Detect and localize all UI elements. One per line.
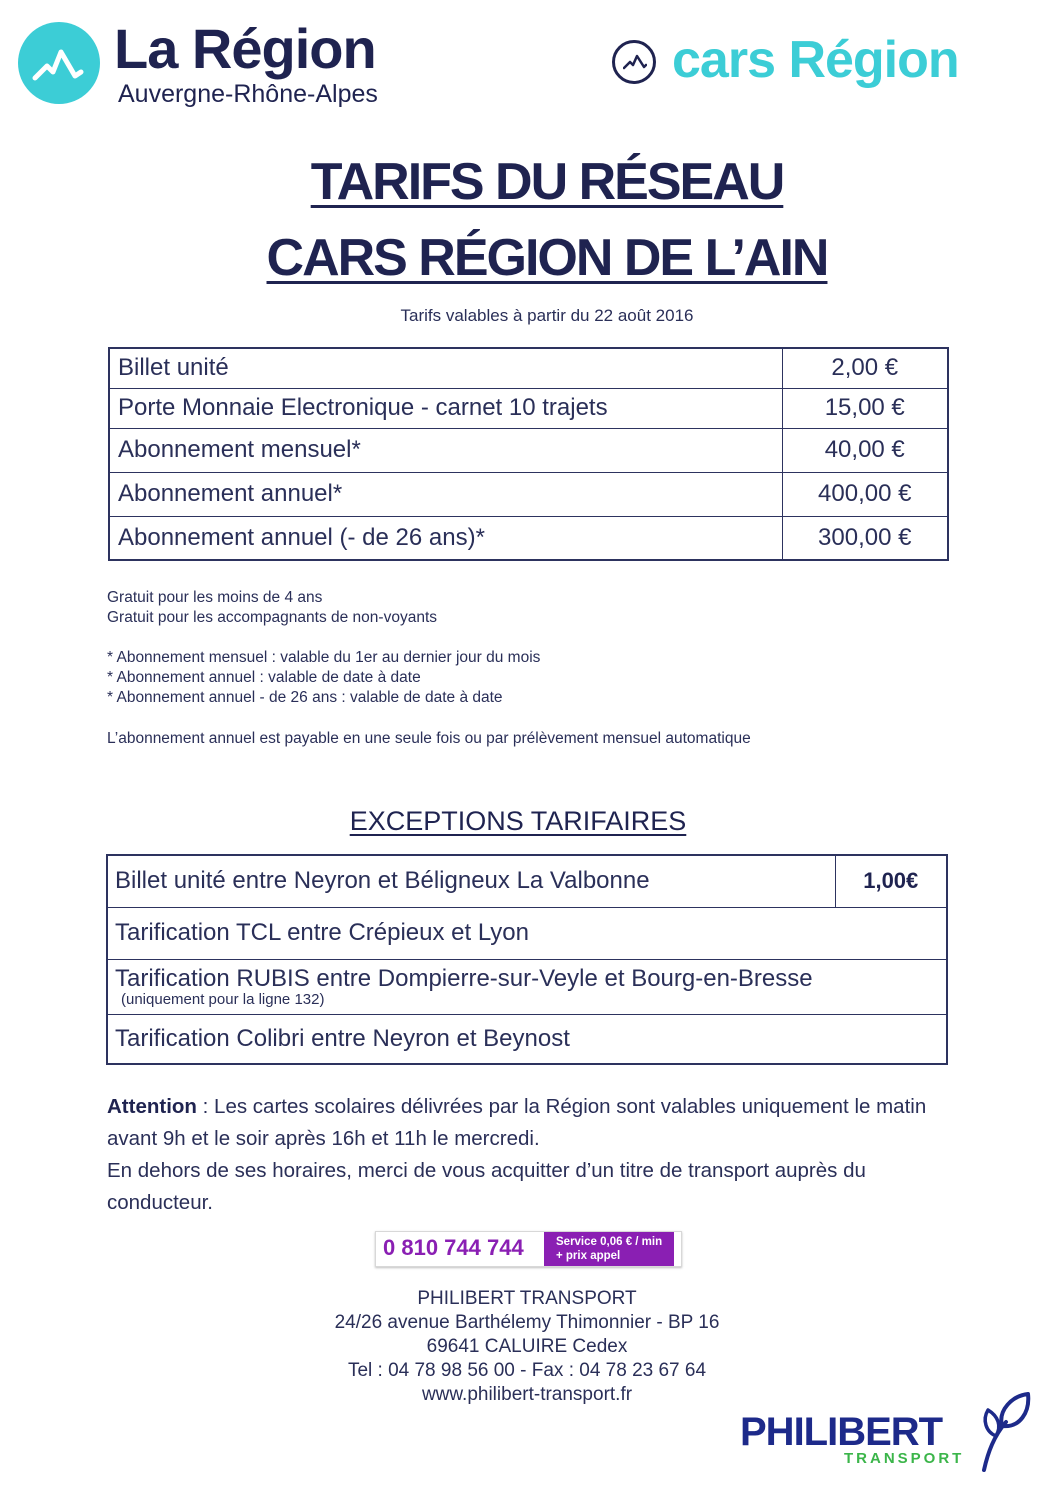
region-logo-name: La Région [114, 17, 376, 80]
note-annual-validity: * Abonnement annuel : valable de date à date [107, 669, 421, 686]
attention-text-2: En dehors de ses horaires, merci de vous acquitter d’un titre de transport auprès du conducteur. [107, 1159, 866, 1214]
street-address: 24/26 avenue Barthélemy Thimonnier - BP 16 [334, 1312, 720, 1333]
company-name: PHILIBERT TRANSPORT [417, 1288, 637, 1309]
company-address [0, 1287, 1054, 1407]
exception-price: 1,00€ [835, 855, 947, 907]
tariff-label: Billet unité [109, 348, 782, 388]
tariff-price: 400,00 € [782, 472, 948, 516]
note-payment: L’abonnement annuel est payable en une seule fois ou par prélèvement mensuel automatique [107, 730, 751, 747]
exception-label: Tarification RUBIS entre Dompierre-sur-Veyle et Bourg-en-Bresse [115, 965, 813, 992]
exception-label: Tarification Colibri entre Neyron et Beynost [107, 1014, 947, 1064]
exceptions-heading: EXCEPTIONS TARIFAIRES [349, 806, 687, 836]
exceptions-table [106, 854, 948, 1065]
tariff-label: Abonnement annuel (- de 26 ans)* [109, 516, 782, 560]
contact-phone-fax: Tel : 04 78 98 56 00 - Fax : 04 78 23 67 64 [347, 1360, 707, 1381]
table-row [109, 388, 948, 428]
tariff-price: 15,00 € [782, 388, 948, 428]
region-mountain-icon [18, 22, 100, 104]
phone-badge[interactable] [375, 1231, 682, 1267]
phone-number[interactable]: 0 810 744 744 [383, 1235, 524, 1260]
table-row [107, 959, 947, 1014]
exception-sublabel: (uniquement pour la ligne 132) [121, 991, 325, 1008]
tariff-price: 40,00 € [782, 428, 948, 472]
attention-notice [107, 1091, 967, 1219]
exception-label: Billet unité entre Neyron et Béligneux La Valbonne [107, 855, 835, 907]
table-row [109, 348, 948, 388]
tariff-label: Porte Monnaie Electronique - carnet 10 trajets [109, 388, 782, 428]
exception-cell [107, 959, 947, 1014]
page-title-line-2: CARS RÉGION DE L’AIN [266, 229, 828, 287]
philibert-logo-name: PHILIBERT [740, 1410, 943, 1454]
cars-logo-text: cars Région [672, 31, 959, 89]
philibert-logo-sub: TRANSPORT [844, 1450, 965, 1467]
validity-date: Tarifs valables à partir du 22 août 2016 [400, 306, 694, 325]
note-free-under-4: Gratuit pour les moins de 4 ans [107, 589, 323, 606]
attention-label: Attention [107, 1095, 197, 1118]
leaf-icon [978, 1392, 1034, 1477]
tariff-price: 300,00 € [782, 516, 948, 560]
philibert-logo [738, 1392, 1038, 1472]
tariff-label: Abonnement mensuel* [109, 428, 782, 472]
note-monthly-validity: * Abonnement mensuel : valable du 1er au dernier jour du mois [107, 649, 541, 666]
cars-region-logo [612, 32, 1032, 94]
website-link[interactable]: www.philibert-transport.fr [421, 1384, 633, 1405]
table-row [109, 428, 948, 472]
city-address: 69641 CALUIRE Cedex [426, 1336, 628, 1357]
la-region-logo [14, 14, 409, 110]
table-row [107, 855, 947, 907]
attention-text-1: : Les cartes scolaires délivrées par la Région sont valables uniquement le matin avant 9h et le soir après 16h et 11h le mercredi. [107, 1095, 927, 1150]
note-annual-under-26-validity: * Abonnement annuel - de 26 ans : valable de date à date [107, 689, 503, 706]
tariff-price: 2,00 € [782, 348, 948, 388]
note-free-companions: Gratuit pour les accompagnants de non-voyants [107, 609, 437, 626]
exception-label: Tarification TCL entre Crépieux et Lyon [107, 907, 947, 959]
phone-service-rate: Service 0,06 € / min + prix appel [544, 1232, 674, 1266]
table-row [107, 907, 947, 959]
region-logo-subtitle: Auvergne-Rhône-Alpes [118, 80, 378, 108]
table-row [109, 472, 948, 516]
table-row [109, 516, 948, 560]
tariff-table [108, 347, 949, 561]
tariff-label: Abonnement annuel* [109, 472, 782, 516]
page-title-line-1: TARIFS DU RÉSEAU [310, 153, 784, 211]
table-row [107, 1014, 947, 1064]
cars-mountain-icon [612, 40, 656, 84]
